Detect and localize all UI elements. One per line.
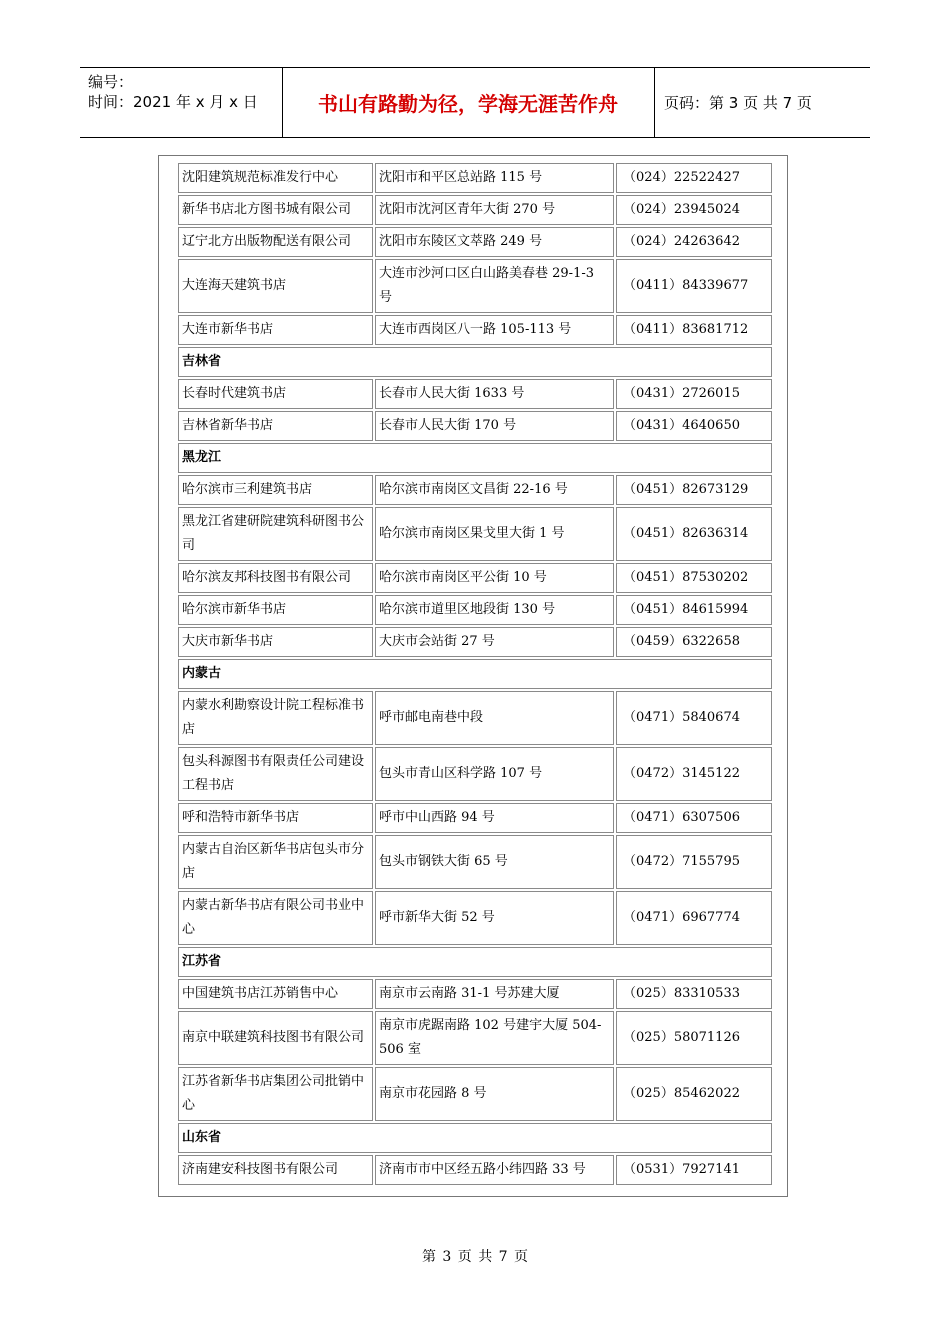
table-row <box>178 227 772 257</box>
bookstore-table <box>176 161 774 1187</box>
store-phone: （025）83310533 <box>616 979 772 1009</box>
store-phone: （0451）82673129 <box>616 475 772 505</box>
number-label: 编号： <box>88 73 134 91</box>
store-address: 长春市人民大街 1633 号 <box>375 379 614 409</box>
header-page-info: 页码：第 3 页 共 7 页 <box>664 94 812 112</box>
time-label: 时间：2021 年 x 月 x 日 <box>88 93 258 111</box>
store-name: 江苏省新华书店集团公司批销中心 <box>178 1067 373 1121</box>
footer-word: 共 <box>478 1249 493 1265</box>
store-address: 南京市虎踞南路 102 号建宇大厦 504-506 室 <box>375 1011 614 1065</box>
table-row <box>178 1011 772 1065</box>
page-header <box>80 67 870 138</box>
store-address: 沈阳市东陵区文萃路 249 号 <box>375 227 614 257</box>
table-row <box>178 507 772 561</box>
store-name: 大连市新华书店 <box>178 315 373 345</box>
section-title: 山东省 <box>178 1123 772 1153</box>
store-address: 呼市邮电南巷中段 <box>375 691 614 745</box>
store-phone: （0471）6307506 <box>616 803 772 833</box>
store-phone: （0451）84615994 <box>616 595 772 625</box>
footer-word: 第 <box>421 1249 436 1265</box>
section-row <box>178 1123 772 1153</box>
store-name: 沈阳建筑规范标准发行中心 <box>178 163 373 193</box>
store-address: 哈尔滨市道里区地段街 130 号 <box>375 595 614 625</box>
store-address: 呼市中山西路 94 号 <box>375 803 614 833</box>
header-motto: 书山有路勤为径，学海无涯苦作舟 <box>318 92 618 116</box>
store-name: 南京中联建筑科技图书有限公司 <box>178 1011 373 1065</box>
store-name: 辽宁北方出版物配送有限公司 <box>178 227 373 257</box>
table-row <box>178 563 772 593</box>
store-phone: （0472）7155795 <box>616 835 772 889</box>
store-phone: （0472）3145122 <box>616 747 772 801</box>
footer-page-number: 3 <box>442 1249 452 1265</box>
store-address: 长春市人民大街 170 号 <box>375 411 614 441</box>
section-row <box>178 443 772 473</box>
store-name: 大庆市新华书店 <box>178 627 373 657</box>
header-meta <box>88 72 258 112</box>
table-row <box>178 379 772 409</box>
store-phone: （0431）2726015 <box>616 379 772 409</box>
store-address: 南京市花园路 8 号 <box>375 1067 614 1121</box>
store-name: 黑龙江省建研院建筑科研图书公司 <box>178 507 373 561</box>
store-phone: （024）24263642 <box>616 227 772 257</box>
store-name: 中国建筑书店江苏销售中心 <box>178 979 373 1009</box>
store-address: 大连市西岗区八一路 105-113 号 <box>375 315 614 345</box>
table-row <box>178 691 772 745</box>
store-address: 济南市市中区经五路小纬四路 33 号 <box>375 1155 614 1185</box>
store-phone: （0451）87530202 <box>616 563 772 593</box>
store-phone: （0531）7927141 <box>616 1155 772 1185</box>
store-name: 包头科源图书有限责任公司建设工程书店 <box>178 747 373 801</box>
section-row <box>178 947 772 977</box>
store-name: 内蒙水利勘察设计院工程标准书店 <box>178 691 373 745</box>
table-row <box>178 595 772 625</box>
store-name: 内蒙古自治区新华书店包头市分店 <box>178 835 373 889</box>
store-name: 新华书店北方图书城有限公司 <box>178 195 373 225</box>
store-address: 包头市钢铁大街 65 号 <box>375 835 614 889</box>
table-row <box>178 259 772 313</box>
store-name: 哈尔滨市三利建筑书店 <box>178 475 373 505</box>
table-row <box>178 835 772 889</box>
header-divider <box>654 68 655 137</box>
store-phone: （024）22522427 <box>616 163 772 193</box>
store-name: 吉林省新华书店 <box>178 411 373 441</box>
store-name: 大连海天建筑书店 <box>178 259 373 313</box>
section-title: 内蒙古 <box>178 659 772 689</box>
page-footer <box>0 1246 950 1266</box>
store-name: 哈尔滨市新华书店 <box>178 595 373 625</box>
store-name: 济南建安科技图书有限公司 <box>178 1155 373 1185</box>
store-address: 沈阳市和平区总站路 115 号 <box>375 163 614 193</box>
table-row <box>178 627 772 657</box>
table-row <box>178 891 772 945</box>
store-address: 大庆市会站街 27 号 <box>375 627 614 657</box>
section-row <box>178 347 772 377</box>
store-phone: （0471）6967774 <box>616 891 772 945</box>
store-address: 呼市新华大街 52 号 <box>375 891 614 945</box>
section-title: 黑龙江 <box>178 443 772 473</box>
footer-word: 页 <box>514 1249 529 1265</box>
store-address: 南京市云南路 31-1 号苏建大厦 <box>375 979 614 1009</box>
store-address: 哈尔滨市南岗区果戈里大街 1 号 <box>375 507 614 561</box>
store-address: 沈阳市沈河区青年大街 270 号 <box>375 195 614 225</box>
store-phone: （0411）83681712 <box>616 315 772 345</box>
table-row <box>178 315 772 345</box>
section-title: 江苏省 <box>178 947 772 977</box>
store-phone: （0431）4640650 <box>616 411 772 441</box>
store-phone: （025）85462022 <box>616 1067 772 1121</box>
table-row <box>178 747 772 801</box>
section-title: 吉林省 <box>178 347 772 377</box>
store-address: 大连市沙河口区白山路美春巷 29-1-3 号 <box>375 259 614 313</box>
store-phone: （025）58071126 <box>616 1011 772 1065</box>
store-name: 内蒙古新华书店有限公司书业中心 <box>178 891 373 945</box>
table-row <box>178 475 772 505</box>
footer-word: 页 <box>457 1249 472 1265</box>
store-name: 哈尔滨友邦科技图书有限公司 <box>178 563 373 593</box>
store-phone: （0411）84339677 <box>616 259 772 313</box>
table-row <box>178 979 772 1009</box>
table-row <box>178 1155 772 1185</box>
footer-total-pages: 7 <box>498 1249 508 1265</box>
section-row <box>178 659 772 689</box>
store-address: 哈尔滨市南岗区文昌街 22-16 号 <box>375 475 614 505</box>
store-phone: （0471）5840674 <box>616 691 772 745</box>
store-name: 长春时代建筑书店 <box>178 379 373 409</box>
store-phone: （0451）82636314 <box>616 507 772 561</box>
table-row <box>178 803 772 833</box>
table-row <box>178 195 772 225</box>
store-address: 哈尔滨市南岗区平公街 10 号 <box>375 563 614 593</box>
store-name: 呼和浩特市新华书店 <box>178 803 373 833</box>
table-row <box>178 411 772 441</box>
store-phone: （024）23945024 <box>616 195 772 225</box>
table-row <box>178 163 772 193</box>
store-address: 包头市青山区科学路 107 号 <box>375 747 614 801</box>
store-phone: （0459）6322658 <box>616 627 772 657</box>
table-row <box>178 1067 772 1121</box>
